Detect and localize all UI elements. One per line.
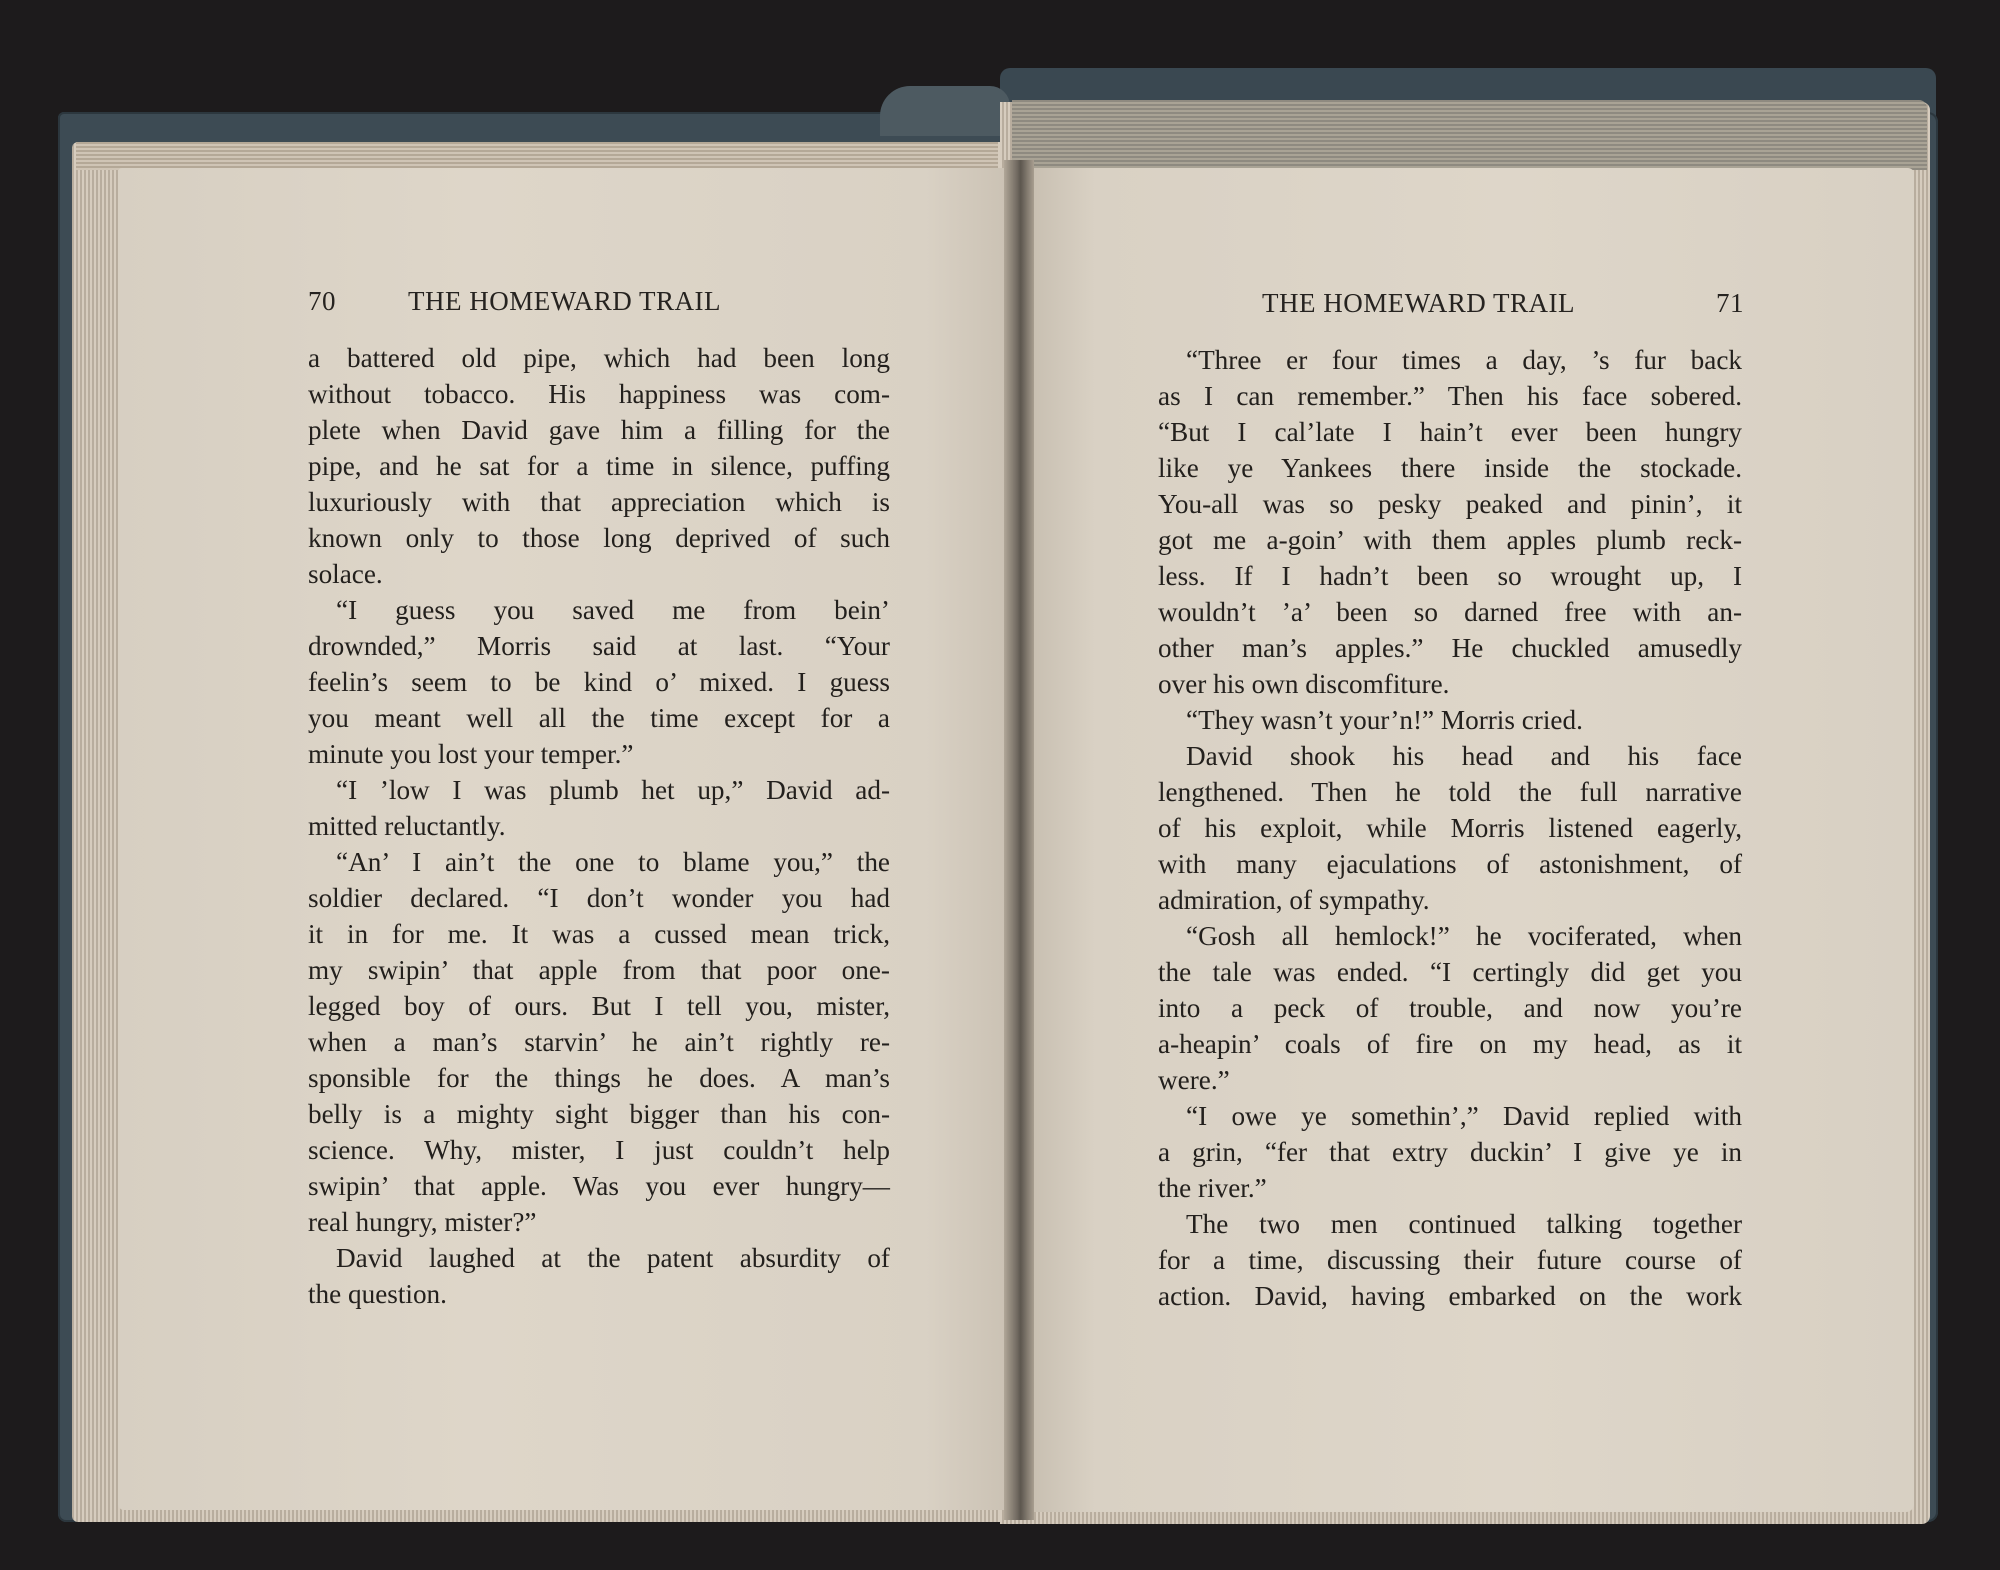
text-line: like ye Yankees there inside the stockade. [1158, 453, 1742, 483]
text-line: wouldn’t ’a’ been so darned free with an- [1158, 597, 1742, 627]
text-line: the tale was ended. “I certingly did get you [1158, 957, 1742, 987]
text-line: with many ejaculations of astonishment, of [1158, 849, 1742, 879]
cover-torn-spine [880, 86, 1010, 136]
text-line: action. David, having embarked on the work [1158, 1281, 1742, 1311]
text-line: my swipin’ that apple from that poor one- [308, 955, 890, 985]
text-line: “They wasn’t your’n!” Morris cried. [1186, 705, 1583, 735]
text-line: legged boy of ours. But I tell you, mister, [308, 991, 890, 1021]
text-line: known only to those long deprived of such [308, 523, 890, 553]
text-line: got me a-goin’ with them apples plumb reck- [1158, 525, 1742, 555]
text-line: real hungry, mister?” [308, 1207, 537, 1237]
text-line: lengthened. Then he told the full narrative [1158, 777, 1742, 807]
text-line: as I can remember.” Then his face sobered. [1158, 381, 1742, 411]
text-line: solace. [308, 559, 383, 589]
text-line: “I guess you saved me from bein’ [336, 595, 890, 625]
left-page-top-edges [76, 142, 998, 170]
text-line: were.” [1158, 1065, 1230, 1095]
text-line: you meant well all the time except for a [308, 703, 890, 733]
text-line: over his own discomfiture. [1158, 669, 1450, 699]
text-line: into a peck of trouble, and now you’re [1158, 993, 1742, 1023]
text-line: a-heapin’ coals of fire on my head, as it [1158, 1029, 1742, 1059]
text-line: “But I cal’late I hain’t ever been hungry [1158, 417, 1742, 447]
text-line: pipe, and he sat for a time in silence, puffing [308, 451, 890, 481]
text-line: minute you lost your temper.” [308, 739, 634, 769]
right-page-top-edges [1012, 100, 1927, 170]
text-line: “Three er four times a day, ’s fur back [1186, 345, 1742, 375]
text-line: You-all was so pesky peaked and pinin’, it [1158, 489, 1742, 519]
text-line: admiration, of sympathy. [1158, 885, 1430, 915]
text-line: “I owe ye somethin’,” David replied with [1186, 1101, 1742, 1131]
text-line: of his exploit, while Morris listened eagerly, [1158, 813, 1742, 843]
text-line: the question. [308, 1279, 447, 1309]
text-line: a grin, “fer that extry duckin’ I give ye in [1158, 1137, 1742, 1167]
text-line: David laughed at the patent absurdity of [336, 1243, 890, 1273]
text-line: feelin’s seem to be kind o’ mixed. I guess [308, 667, 890, 697]
text-line: sponsible for the things he does. A man’s [308, 1063, 890, 1093]
text-line: it in for me. It was a cussed mean trick, [308, 919, 890, 949]
text-line: “I ’low I was plumb het up,” David ad- [336, 775, 890, 805]
text-line: luxuriously with that appreciation which is [308, 487, 890, 517]
text-line: “Gosh all hemlock!” he vociferated, when [1186, 921, 1742, 951]
right-page-number: 71 [1716, 288, 1744, 318]
right-page-text [1158, 342, 1742, 1314]
text-line: “An’ I ain’t the one to blame you,” the [336, 847, 890, 877]
text-line: drownded,” Morris said at last. “Your [308, 631, 890, 661]
text-line: belly is a mighty sight bigger than his con- [308, 1099, 890, 1129]
book-gutter [1004, 160, 1034, 1520]
text-line: soldier declared. “I don’t wonder you had [308, 883, 890, 913]
left-page-text [308, 340, 890, 1312]
text-line: a battered old pipe, which had been long [308, 343, 890, 373]
text-line: The two men continued talking together [1186, 1209, 1742, 1239]
text-line: mitted reluctantly. [308, 811, 506, 841]
text-line: plete when David gave him a filling for the [308, 415, 890, 445]
text-line: David shook his head and his face [1186, 741, 1742, 771]
text-line: for a time, discussing their future course of [1158, 1245, 1742, 1275]
right-running-head: THE HOMEWARD TRAIL [1262, 288, 1575, 318]
left-page-number: 70 [308, 286, 336, 316]
text-line: without tobacco. His happiness was com- [308, 379, 890, 409]
text-line: science. Why, mister, I just couldn’t help [308, 1135, 890, 1165]
left-running-head: THE HOMEWARD TRAIL [408, 286, 721, 316]
text-line: the river.” [1158, 1173, 1267, 1203]
text-line: other man’s apples.” He chuckled amusedly [1158, 633, 1742, 663]
text-line: when a man’s starvin’ he ain’t rightly re- [308, 1027, 890, 1057]
text-line: swipin’ that apple. Was you ever hungry— [308, 1171, 890, 1201]
text-line: less. If I hadn’t been so wrought up, I [1158, 561, 1742, 591]
